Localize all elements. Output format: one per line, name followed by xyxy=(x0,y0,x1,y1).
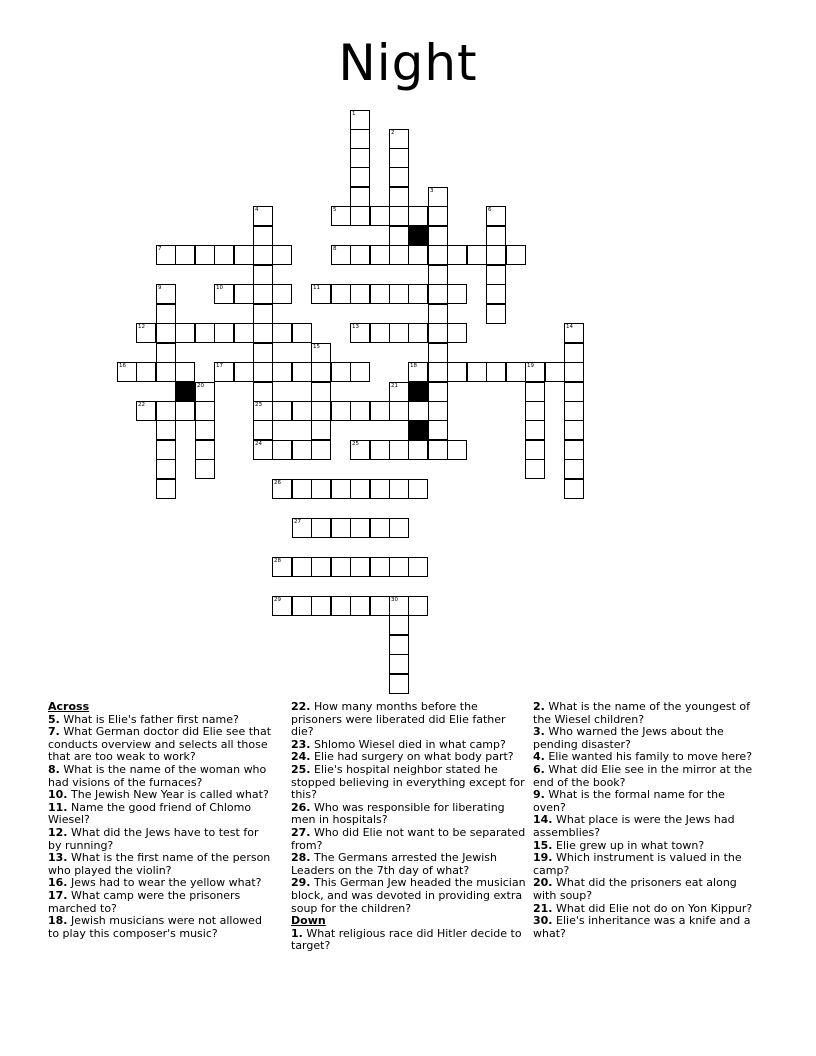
clue-item-text: This German Jew headed the musician block, and was devoted in providing extra soup for the children? xyxy=(291,876,526,915)
clue-number: 15 xyxy=(313,344,320,350)
clue-item-text: What place is were the Jews had assemblies? xyxy=(533,813,735,839)
clue-number: 2 xyxy=(391,130,395,136)
clue-item xyxy=(533,852,759,877)
clue-item-number: 14. xyxy=(533,813,553,827)
clue-number: 24 xyxy=(255,441,262,447)
clue-item xyxy=(533,726,759,751)
clue-number: 18 xyxy=(410,363,417,369)
puzzle-title: Night xyxy=(338,34,478,92)
clue-item xyxy=(533,814,759,839)
clue-item-text: Jews had to wear the yellow what? xyxy=(71,876,262,890)
across-clues xyxy=(48,714,274,941)
clue-item-text: Jewish musicians were not allowed to play this composer's music? xyxy=(48,914,262,940)
clue-item-number: 24. xyxy=(291,750,311,764)
clue-item-text: Elie's inheritance was a knife and a what? xyxy=(533,914,751,940)
clue-item-text: Elie's hospital neighbor stated he stopped believing in everything except for this? xyxy=(291,762,525,802)
clue-item-number: 22. xyxy=(291,700,311,713)
clue-item xyxy=(291,852,527,877)
clue-item-text: Who was responsible for liberating men in hospitals? xyxy=(291,800,505,827)
clue-item-number: 17. xyxy=(48,888,68,902)
across-clues-continued xyxy=(291,701,527,915)
clue-item-number: 11. xyxy=(48,800,68,814)
clue-number: 13 xyxy=(352,324,359,330)
clue-column-3 xyxy=(533,701,759,940)
clue-item xyxy=(291,764,527,802)
clue-item-text: Which instrument is valued in the camp? xyxy=(533,851,742,877)
clue-item-text: What did the prisoners eat along with soup? xyxy=(533,876,737,902)
clue-number: 27 xyxy=(294,519,301,525)
clue-item-number: 28. xyxy=(291,851,311,865)
clue-item-number: 23. xyxy=(291,737,311,751)
down-clues-continued xyxy=(533,701,759,940)
clue-item-text: Who warned the Jews about the pending disaster? xyxy=(533,725,724,751)
clue-item-text: What is the first name of the person who played the violin? xyxy=(48,851,271,877)
clue-item-text: Name the good friend of Chlomo Wiesel? xyxy=(48,800,252,827)
clue-number: 19 xyxy=(527,363,534,369)
clue-item xyxy=(533,877,759,902)
clue-item xyxy=(48,827,274,852)
clue-number: 12 xyxy=(138,324,145,330)
clue-item-text: The Jewish New Year is called what? xyxy=(71,788,269,802)
clue-number: 16 xyxy=(119,363,126,369)
clue-item-number: 16. xyxy=(48,876,68,890)
clue-item xyxy=(48,915,274,940)
clue-item xyxy=(533,764,759,789)
clue-item-number: 21. xyxy=(533,901,553,915)
clue-number: 14 xyxy=(566,324,573,330)
clue-item-number: 15. xyxy=(533,838,553,852)
clue-item-text: What religious race did Hitler decide to target? xyxy=(291,926,522,953)
clue-number: 9 xyxy=(158,285,162,291)
clue-item-text: Who did Elie not want to be separated from? xyxy=(291,825,526,852)
clue-item-text: Elie wanted his family to move here? xyxy=(548,750,753,764)
clue-number: 8 xyxy=(333,246,337,252)
clue-item xyxy=(291,877,527,915)
clue-number: 11 xyxy=(313,285,320,291)
clue-number: 4 xyxy=(255,207,259,213)
clue-number: 28 xyxy=(274,558,281,564)
clue-item-number: 9. xyxy=(533,788,545,802)
clue-item xyxy=(291,802,527,827)
clue-item-text: What is Elie's father first name? xyxy=(63,712,239,726)
clue-item-number: 1. xyxy=(291,926,303,940)
clue-item-text: How many months before the prisoners were liberated did Elie father die? xyxy=(291,700,506,739)
clue-number: 25 xyxy=(352,441,359,447)
clue-item-text: What is the formal name for the oven? xyxy=(533,788,725,814)
clue-item xyxy=(48,802,274,827)
clue-item-text: What camp were the prisoners marched to? xyxy=(48,888,241,915)
clue-item-number: 2. xyxy=(533,700,545,713)
clue-number: 17 xyxy=(216,363,223,369)
clue-number: 23 xyxy=(255,402,262,408)
clue-item-number: 6. xyxy=(533,762,545,776)
clue-item xyxy=(291,701,527,739)
across-heading: Across xyxy=(48,700,90,713)
clue-number: 7 xyxy=(158,246,162,252)
clue-number: 21 xyxy=(391,383,398,389)
clue-item-text: What did the Jews have to test for by running? xyxy=(48,825,259,852)
clue-item-number: 5. xyxy=(48,712,60,726)
clue-column-2 xyxy=(291,701,527,953)
clue-number: 3 xyxy=(430,188,434,194)
clue-item-number: 8. xyxy=(48,762,60,776)
clue-item xyxy=(291,827,527,852)
clue-item-number: 25. xyxy=(291,762,311,776)
clue-item-text: Shlomo Wiesel died in what camp? xyxy=(314,737,506,751)
clue-item-number: 13. xyxy=(48,851,68,865)
clue-item-text: What did Elie see in the mirror at the end of the book? xyxy=(533,762,753,789)
clue-item-text: What German doctor did Elie see that conducts overview and selects all those that are too weak to work? xyxy=(48,725,272,764)
clue-item xyxy=(48,764,274,789)
down-clues xyxy=(291,928,527,953)
clue-number: 26 xyxy=(274,480,281,486)
clue-number: 22 xyxy=(138,402,145,408)
clue-item xyxy=(533,701,759,726)
down-heading: Down xyxy=(291,914,326,928)
clue-number: 5 xyxy=(333,207,337,213)
clue-item-number: 10. xyxy=(48,788,68,802)
clue-column-1 xyxy=(48,701,274,940)
clue-item-number: 4. xyxy=(533,750,545,764)
clue-item-number: 18. xyxy=(48,914,68,928)
clue-item-number: 29. xyxy=(291,876,311,890)
clue-number: 29 xyxy=(274,597,281,603)
clue-number: 6 xyxy=(488,207,492,213)
clue-number: 20 xyxy=(197,383,204,389)
clue-number: 30 xyxy=(391,597,398,603)
clue-item-number: 20. xyxy=(533,876,553,890)
clue-item-text: What is the name of the youngest of the Wiesel children? xyxy=(533,700,750,726)
clue-item-text: What did Elie not do on Yon Kippur? xyxy=(556,901,753,915)
clue-item-number: 26. xyxy=(291,800,311,814)
clue-item-number: 12. xyxy=(48,825,68,839)
clue-item-number: 7. xyxy=(48,725,60,739)
clue-item-text: Elie had surgery on what body part? xyxy=(314,750,514,764)
clue-number: 1 xyxy=(352,111,356,117)
clue-item xyxy=(533,789,759,814)
clue-item-number: 19. xyxy=(533,851,553,865)
clue-item-number: 30. xyxy=(533,914,553,928)
clue-item-number: 3. xyxy=(533,725,545,739)
clue-number: 10 xyxy=(216,285,223,291)
clue-item-text: What is the name of the woman who had visions of the furnaces? xyxy=(48,762,267,789)
clue-item-text: The Germans arrested the Jewish Leaders on the 7th day of what? xyxy=(291,851,497,877)
clue-item-number: 27. xyxy=(291,825,311,839)
clue-item-text: Elie grew up in what town? xyxy=(556,838,705,852)
clue-item xyxy=(48,726,274,764)
clue-item xyxy=(48,890,274,915)
clue-item xyxy=(291,928,527,953)
clue-item xyxy=(48,852,274,877)
clue-item xyxy=(533,915,759,940)
